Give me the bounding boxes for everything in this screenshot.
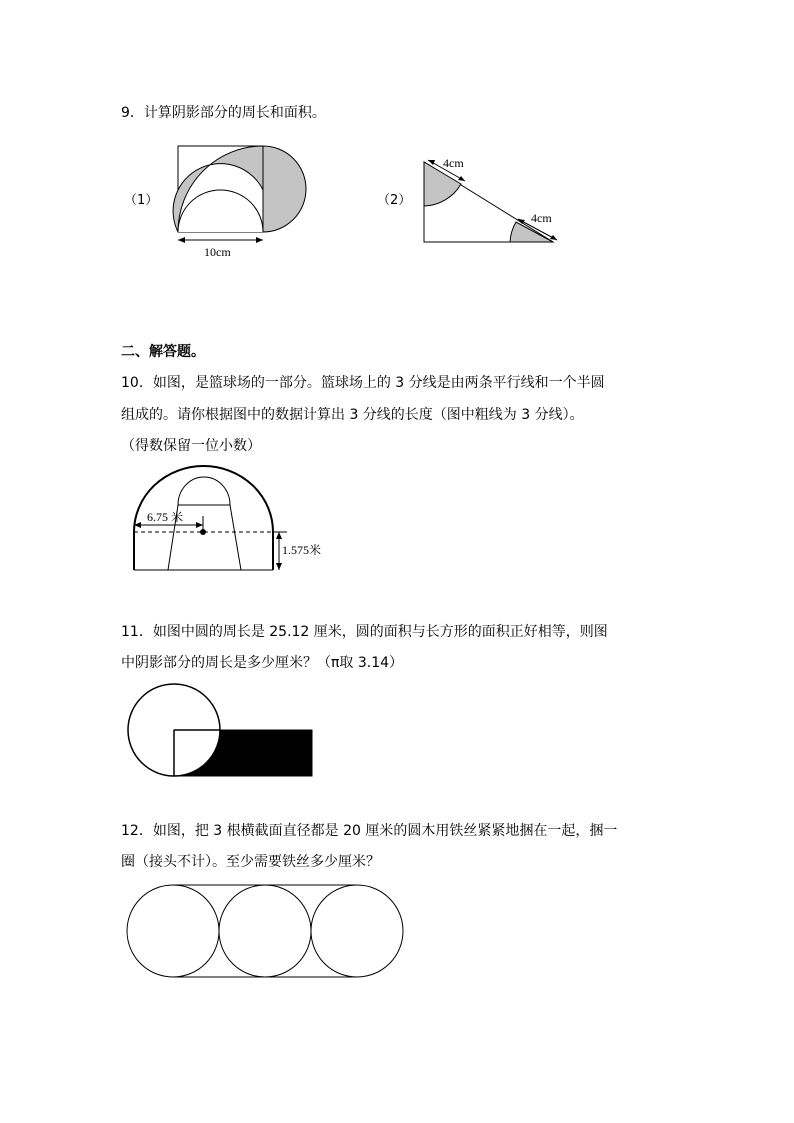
q9-title: 9．计算阴影部分的周长和面积。 bbox=[121, 105, 326, 121]
q10-radius-label: 6.75 米 bbox=[147, 510, 184, 524]
q11-circle-rectangle-figure bbox=[120, 682, 320, 782]
q9-figure-2 bbox=[405, 150, 570, 250]
q12-line1: 12．如图，把 3 根横截面直径都是 20 厘米的圆木用铁丝紧紧地捆在一起，捆一 bbox=[121, 823, 618, 839]
q11-line2: 中阴影部分的周长是多少厘米？（π取 3.14） bbox=[121, 655, 404, 671]
q9-figure-1 bbox=[160, 135, 330, 265]
q10-line3: （得数保留一位小数） bbox=[121, 438, 261, 454]
q12-three-logs-figure bbox=[120, 878, 415, 983]
q9-fig2-dim1-label: 4cm bbox=[443, 156, 464, 170]
q11-line1: 11．如图中圆的周长是 25.12 厘米，圆的面积与长方形的面积正好相等，则图 bbox=[121, 624, 608, 640]
q9-fig2-label: （2） bbox=[377, 193, 412, 208]
q10-line1: 10．如图，是篮球场的一部分。篮球场上的 3 分线是由两条平行线和一个半圆 bbox=[121, 375, 605, 391]
q9-fig1-dim-label: 10cm bbox=[204, 245, 231, 259]
q12-line2: 圈（接头不计）。至少需要铁丝多少厘米？ bbox=[121, 854, 380, 870]
q10-basketball-court-figure bbox=[125, 462, 360, 578]
section2-title: 二、解答题。 bbox=[121, 344, 205, 360]
q10-line2: 组成的。请你根据图中的数据计算出 3 分线的长度（图中粗线为 3 分线）。 bbox=[121, 407, 584, 423]
q10-height-label: 1.575米 bbox=[282, 543, 322, 557]
q9-fig2-dim2-label: 4cm bbox=[531, 211, 552, 225]
q9-fig1-label: （1） bbox=[124, 193, 159, 208]
